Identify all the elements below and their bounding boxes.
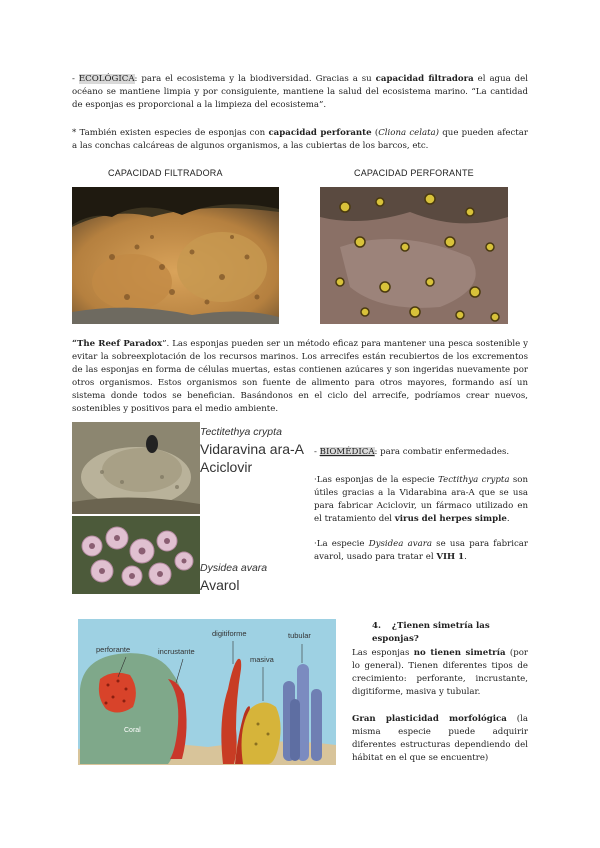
sym2-text: (la misma especie puede adquirir diferentes estructuras dependiendo del hábitat en el que se encuentre) (352, 714, 528, 763)
label-aciclovir: Aciclovir (200, 459, 253, 475)
label-tectitethya-crypta: Tectitethya crypta (200, 426, 282, 438)
section4-title: ¿Tienen simetría las esponjas? (372, 621, 490, 644)
biomedica-label: BIOMÉDICA (319, 447, 375, 457)
capacidad-filtradora-bold: capacidad filtradora (375, 74, 474, 84)
diagram-label-perforante: perforante (96, 645, 131, 654)
sym1-text-1: Las esponjas (352, 648, 414, 658)
label-dysidea-avara: Dysidea avara (200, 562, 268, 574)
diagram-growth-types (78, 619, 336, 765)
section4-number: 4. (372, 621, 381, 631)
ecologica-text-2: el agua del océano se mantiene limpia y por consiguiente, mantiene la salud del ecosistema marino. “La cantidad de esponjas es proporcional a la limpieza del ecosistema”. (72, 74, 528, 110)
capacidad-perforante-bold: capacidad perforante (268, 128, 372, 138)
bio2-text-3: . (464, 552, 467, 562)
symmetry-paragraph (352, 647, 528, 699)
bio1-text-2: son útiles gracias a la Vidarabina ara-A que se usa para fabricar Aciclovir, un fármaco utilizado en el tratamiento del (314, 475, 528, 524)
reef-paradox-paragraph (72, 338, 528, 416)
biomedica-rest: : para combatir enfermedades. (374, 447, 510, 457)
bio1-italic: Tectithya crypta (438, 475, 510, 485)
photo-tectitethya-crypta (72, 422, 200, 514)
photo-dysidea-avara (72, 516, 200, 594)
caption-filtradora: CAPACIDAD FILTRADORA (108, 168, 223, 178)
ecologica-text-1: : para el ecosistema y la biodiversidad. Gracias a su (134, 74, 376, 84)
reef-paradox-text: ”. Las esponjas pueden ser un método eficaz para mantener una pesca sostenible y evitar la sobreexplotación de los recursos marinos. Los arrecifes están recubiertos de los excrementos de las esponjas en forma de células muertas, estas contienen azúcares y son ingeridas nuevamente por otros organismos. Estos organismos son fuente de alimento para otros mayores, formando así un sistema donde todos se benefician. Basándonos en el ciclo del arrecife, podríamos crear nuevos, sostenibles y positivos para el medio ambiente. (72, 339, 528, 414)
diagram-label-incrustante: incrustante (158, 647, 195, 656)
photo-capacidad-perforante (320, 187, 508, 324)
bio2-bold: VIH 1 (436, 552, 465, 562)
caption-perforante: CAPACIDAD PERFORANTE (354, 168, 474, 178)
photo-capacidad-filtradora (72, 187, 279, 324)
biomedica-dysidea-paragraph (314, 538, 528, 564)
bio1-text-1: ·Las esponjas de la especie (314, 475, 439, 485)
biomedica-heading (314, 446, 528, 459)
label-avarol: Avarol (200, 577, 240, 593)
diagram-label-masiva: masiva (250, 655, 274, 664)
diagram-label-coral: Coral (124, 727, 141, 734)
bio2-italic: Dysidea avara (368, 539, 432, 549)
plasticity-paragraph (352, 713, 528, 765)
bio2-text-2: se usa para fabricar avarol, usado para tratar el (314, 539, 528, 562)
bio1-bold: virus del herpes simple (394, 514, 507, 524)
bio1-text-3: . (506, 514, 510, 524)
ecologica-label: ECOLÓGICA (78, 74, 135, 84)
sym1-text-2: (por lo general). Tienen diferentes tipos de crecimiento: perforante, incrustante, digitiforme, masiva y tubular. (352, 648, 528, 697)
perforante-text-3: que pueden afectar a las conchas calcáreas de algunos organismos, a las cubiertas de los barcos, etc. (72, 128, 528, 151)
ecologica-dash: - (72, 74, 79, 84)
biomedica-dash: - (314, 447, 320, 457)
perforante-paragraph (72, 127, 528, 153)
perforante-text-2: ( (371, 128, 379, 138)
sym2-bold: Gran plasticidad morfológica (352, 714, 507, 724)
reef-paradox-bold: “The Reef Paradox (72, 339, 163, 349)
diagram-label-digitiforme: digitiforme (212, 629, 247, 638)
biomedica-tectithya-paragraph (314, 474, 528, 526)
sym1-bold: no tienen simetría (413, 648, 506, 658)
cliona-celata-italic: Cliona celata) (378, 128, 440, 138)
ecologica-paragraph (72, 73, 528, 112)
diagram-label-tubular: tubular (288, 631, 311, 640)
coral-shape (80, 653, 183, 764)
label-vidaravina: Vidaravina ara-A (200, 441, 305, 457)
perforante-text-1: * También existen especies de esponjas con (72, 128, 269, 138)
section4-heading (372, 620, 532, 646)
bio2-text-1: ·La especie (314, 539, 369, 549)
